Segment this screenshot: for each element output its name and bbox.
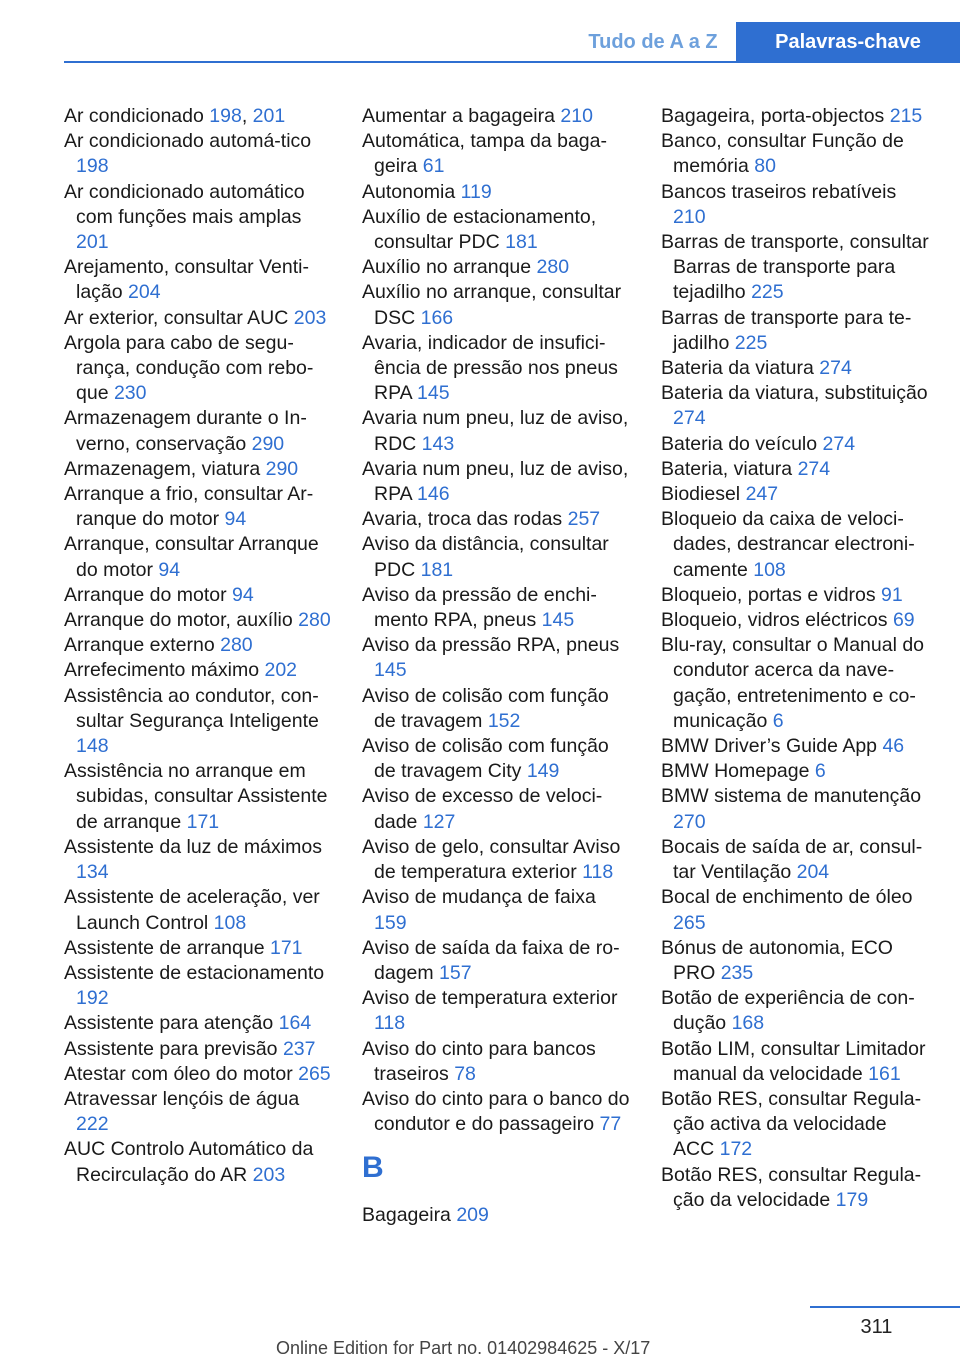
page-link[interactable]: 237 bbox=[282, 1037, 316, 1060]
page-link[interactable]: 225 bbox=[751, 281, 784, 304]
index-entry bbox=[64, 1137, 334, 1187]
page-link[interactable]: 171 bbox=[269, 936, 303, 959]
index-term: Aviso de gelo, consultar Aviso de temperatura exterior bbox=[362, 835, 621, 884]
index-entry bbox=[64, 1087, 334, 1137]
index-column-3 bbox=[661, 104, 931, 1213]
page-link[interactable]: 171 bbox=[186, 810, 220, 833]
index-entry bbox=[64, 331, 334, 407]
index-term: Barras de transporte para tejadilho bbox=[661, 306, 912, 354]
index-term: Assistência ao condutor, consultar Segurança Inteligente bbox=[64, 684, 319, 732]
index-term: Automática, tampa da bagageira bbox=[362, 130, 607, 178]
index-term: Avaria num pneu, luz de aviso, RDC bbox=[362, 407, 629, 455]
page-link[interactable]: 61 bbox=[422, 155, 445, 178]
edition-footer: Online Edition for Part no. 01402984625 - X/17 bbox=[276, 1338, 651, 1358]
index-entry bbox=[362, 936, 632, 986]
index-term: Bagageira, porta-objectos bbox=[661, 105, 890, 127]
index-entry bbox=[661, 230, 931, 306]
index-entry bbox=[362, 129, 632, 179]
index-entry bbox=[362, 180, 632, 205]
page-link[interactable]: 148 bbox=[76, 735, 109, 758]
index-term: Bateria, viatura bbox=[661, 457, 798, 480]
page-link[interactable]: 91 bbox=[881, 583, 903, 606]
page-link[interactable]: 265 bbox=[298, 1062, 331, 1085]
index-term: Aviso da distância, consultar PDC bbox=[362, 533, 609, 581]
page-header bbox=[0, 0, 960, 64]
index-entry bbox=[362, 684, 632, 734]
index-term: Ar exterior, consultar AUC bbox=[64, 306, 294, 329]
page-link[interactable]: 149 bbox=[526, 760, 560, 783]
index-term: Ar condicionado automá-tico bbox=[64, 130, 312, 153]
index-term: Atestar com óleo do motor bbox=[64, 1062, 299, 1085]
index-term: Aviso de saída da faixa de rodagem bbox=[362, 936, 620, 984]
index-term: Autonomia bbox=[362, 180, 461, 203]
page-link[interactable]: 172 bbox=[719, 1138, 753, 1161]
page-link[interactable]: 168 bbox=[731, 1012, 765, 1035]
index-entry bbox=[64, 835, 334, 885]
page-link[interactable]: 143 bbox=[421, 432, 455, 455]
page-link[interactable]: 290 bbox=[265, 457, 299, 480]
index-term: Arranque do motor, auxílio bbox=[64, 609, 299, 632]
index-term: Avaria, troca das rodas bbox=[362, 508, 568, 531]
index-entry bbox=[64, 406, 334, 456]
index-entry bbox=[64, 1062, 334, 1087]
index-entry bbox=[362, 885, 632, 935]
page-link[interactable]: 274 bbox=[673, 407, 706, 430]
index-entry bbox=[661, 608, 931, 633]
index-term: Bateria da viatura bbox=[661, 357, 820, 380]
index-entry bbox=[362, 1037, 632, 1087]
index-term: Assistente de arranque bbox=[64, 936, 270, 959]
index-term: Atravessar lençóis de água bbox=[64, 1087, 300, 1110]
index-term: Aviso da pressão RPA, pneus bbox=[362, 634, 620, 657]
index-entry bbox=[362, 1087, 632, 1137]
index-term: Arejamento, consultar Ventilação bbox=[64, 256, 309, 304]
index-entry bbox=[362, 255, 632, 280]
index-entry bbox=[661, 482, 931, 507]
page-link[interactable]: 157 bbox=[439, 961, 472, 984]
index-term: BMW Homepage bbox=[661, 760, 815, 783]
index-term: Avaria, indicador de insuficiência de pressão nos pneus RPA bbox=[362, 331, 618, 405]
index-entry bbox=[64, 885, 334, 935]
index-term: Auxílio de estacionamento, consultar PDC bbox=[362, 205, 597, 254]
page-link[interactable]: 201 bbox=[76, 231, 109, 254]
index-entry bbox=[661, 759, 931, 784]
index-entry bbox=[661, 583, 931, 608]
index-entry bbox=[64, 1037, 334, 1062]
page-link[interactable]: 181 bbox=[420, 558, 454, 581]
index-term: Aviso de excesso de velocidade bbox=[362, 785, 603, 833]
index-term: Ar condicionado automático com funções mais amplas bbox=[64, 180, 305, 228]
index-entry bbox=[64, 633, 334, 658]
separator: , bbox=[241, 105, 253, 127]
page-link[interactable]: 94 bbox=[224, 508, 247, 531]
index-entry bbox=[661, 633, 931, 734]
page-link[interactable]: 6 bbox=[772, 709, 784, 732]
index-entry bbox=[661, 734, 931, 759]
index-entry bbox=[661, 835, 931, 885]
index-term: Arranque do motor bbox=[64, 583, 233, 606]
index-term: Arrefecimento máximo bbox=[64, 659, 265, 682]
page-link[interactable]: 280 bbox=[220, 634, 253, 657]
index-term: Bocais de saída de ar, consultar Ventilação bbox=[661, 835, 923, 884]
index-entry bbox=[661, 457, 931, 482]
page-link[interactable]: 145 bbox=[541, 609, 575, 632]
index-term: Aviso da pressão de enchimento RPA, pneus bbox=[362, 583, 597, 632]
page-link[interactable]: 247 bbox=[745, 483, 779, 506]
index-term: Aviso de colisão com função de travagem City bbox=[362, 735, 609, 783]
page-link[interactable]: 6 bbox=[814, 760, 826, 783]
index-term: Auxílio no arranque bbox=[362, 256, 537, 279]
index-entry bbox=[661, 180, 931, 230]
index-entry bbox=[64, 255, 334, 305]
index-entry bbox=[362, 507, 632, 532]
index-term: Bancos traseiros rebatíveis bbox=[661, 180, 897, 203]
index-term: Biodiesel bbox=[661, 483, 746, 506]
index-entry bbox=[64, 759, 334, 835]
page-link[interactable]: 274 bbox=[822, 432, 856, 455]
section-letter: B bbox=[362, 1151, 384, 1185]
index-entry bbox=[362, 986, 632, 1036]
index-entry bbox=[64, 104, 334, 129]
index-entry bbox=[64, 961, 334, 1011]
page-link[interactable]: 152 bbox=[487, 709, 521, 732]
index-term: BMW sistema de manutenção bbox=[661, 785, 922, 808]
page-link[interactable]: 69 bbox=[892, 609, 915, 632]
page-link[interactable]: 134 bbox=[76, 861, 109, 884]
index-entry bbox=[362, 532, 632, 582]
page-link[interactable]: 230 bbox=[113, 382, 147, 405]
page-link[interactable]: 274 bbox=[797, 457, 831, 480]
page-link[interactable]: 108 bbox=[213, 911, 247, 934]
page-link[interactable]: 235 bbox=[720, 961, 754, 984]
index-entry bbox=[64, 658, 334, 683]
index-term: AUC Controlo Automático da Recirculação do AR bbox=[64, 1138, 314, 1186]
index-term: Bloqueio da caixa de velocidades, destrancar electronicamente bbox=[661, 508, 915, 581]
page-link[interactable]: 78 bbox=[454, 1062, 476, 1085]
index-entry bbox=[661, 129, 931, 179]
index-entry bbox=[661, 381, 931, 431]
index-term: Armazenagem, viatura bbox=[64, 457, 266, 480]
index-entry bbox=[362, 633, 632, 683]
page-link[interactable]: 166 bbox=[420, 306, 454, 329]
index-term: Arranque, consultar Arranque do motor bbox=[64, 533, 319, 581]
index-entry bbox=[661, 986, 931, 1036]
index-term: Assistente de aceleração, ver Launch Control bbox=[64, 886, 320, 934]
index-term: Argola para cabo de segurança, condução com reboque bbox=[64, 331, 314, 405]
page-link[interactable]: 198 bbox=[209, 105, 242, 127]
index-entry bbox=[64, 180, 334, 256]
index-entry bbox=[661, 306, 931, 356]
index-term: BMW Driver’s Guide App bbox=[661, 735, 883, 758]
index-entry bbox=[661, 885, 931, 935]
index-entry bbox=[661, 1037, 931, 1087]
page-number: 311 bbox=[860, 1316, 893, 1338]
index-term: Assistência no arranque em subidas, consultar Assistente de arranque bbox=[64, 760, 328, 833]
index-entry bbox=[64, 306, 334, 331]
index-entry bbox=[362, 205, 632, 255]
page-link[interactable]: 265 bbox=[673, 911, 706, 934]
page-link[interactable]: 225 bbox=[734, 331, 768, 354]
page-link[interactable]: 280 bbox=[298, 609, 331, 632]
page-link[interactable]: 210 bbox=[673, 205, 706, 228]
page-link[interactable]: 94 bbox=[232, 583, 254, 606]
index-term: Bateria da viatura, substituição bbox=[661, 382, 928, 405]
index-entry bbox=[661, 507, 931, 583]
page-link[interactable]: 108 bbox=[753, 558, 786, 581]
index-entry bbox=[362, 1203, 632, 1228]
index-term: Blu-ray, consultar o Manual do condutor acerca da navegação, entretenimento e comunicação bbox=[661, 634, 925, 732]
page-link[interactable]: 161 bbox=[868, 1062, 901, 1085]
index-entry bbox=[661, 936, 931, 986]
page-link[interactable]: 164 bbox=[278, 1012, 312, 1035]
index-term: Aviso de colisão com função de travagem bbox=[362, 684, 609, 732]
index-entry bbox=[661, 1163, 931, 1213]
index-term: Bloqueio, portas e vidros bbox=[661, 583, 882, 606]
index-entry bbox=[661, 432, 931, 457]
page-link[interactable]: 204 bbox=[796, 861, 830, 884]
page-link[interactable]: 209 bbox=[456, 1204, 489, 1227]
page-link[interactable]: 119 bbox=[460, 180, 492, 203]
footer-divider bbox=[810, 1306, 960, 1308]
page-link[interactable]: 280 bbox=[536, 256, 570, 279]
index-term: Botão RES, consultar Regulação activa da velocidade ACC bbox=[661, 1087, 922, 1161]
index-term: Avaria num pneu, luz de aviso, RPA bbox=[362, 457, 629, 506]
index-entry bbox=[64, 532, 334, 582]
page-link[interactable]: 201 bbox=[252, 105, 286, 127]
index-entry bbox=[362, 734, 632, 784]
page-link[interactable]: 80 bbox=[754, 155, 776, 178]
index-term: Bónus de autonomia, ECO PRO bbox=[661, 936, 893, 984]
tab-section-a-z[interactable]: Tudo de A a Z bbox=[588, 31, 718, 53]
page-link[interactable]: 204 bbox=[128, 281, 161, 304]
page-link[interactable]: 203 bbox=[252, 1163, 286, 1186]
page-link[interactable]: 159 bbox=[374, 911, 407, 934]
index-entry bbox=[64, 608, 334, 633]
page-link[interactable]: 210 bbox=[560, 105, 593, 127]
index-column-1 bbox=[64, 104, 334, 1188]
index-term: Bocal de enchimento de óleo bbox=[661, 886, 913, 909]
index-entry bbox=[661, 784, 931, 834]
index-entry bbox=[661, 1087, 931, 1163]
index-entry bbox=[64, 1011, 334, 1036]
index-term: Assistente para previsão bbox=[64, 1037, 283, 1060]
page-link[interactable]: 202 bbox=[264, 659, 298, 682]
page-link[interactable]: 203 bbox=[293, 306, 327, 329]
page-link[interactable]: 215 bbox=[889, 105, 923, 127]
index-term: Assistente de estacionamento bbox=[64, 961, 325, 984]
tab-keywords[interactable]: Palavras-chave bbox=[736, 22, 960, 62]
index-entry bbox=[362, 784, 632, 834]
index-entry bbox=[64, 482, 334, 532]
index-entry bbox=[362, 583, 632, 633]
page-link[interactable]: 192 bbox=[76, 987, 109, 1010]
index-entry bbox=[661, 356, 931, 381]
page-link[interactable]: 222 bbox=[76, 1113, 109, 1136]
index-term: Arranque externo bbox=[64, 634, 221, 657]
page-link[interactable]: 274 bbox=[819, 357, 852, 380]
page-link[interactable]: 181 bbox=[505, 231, 538, 254]
index-term: Auxílio no arranque, consultar DSC bbox=[362, 281, 622, 329]
header-divider bbox=[64, 61, 960, 63]
index-entry bbox=[362, 280, 632, 330]
index-entry bbox=[64, 457, 334, 482]
index-term: Bagageira bbox=[362, 1204, 457, 1227]
page-link[interactable]: 145 bbox=[374, 659, 407, 682]
index-term: Aviso de temperatura exterior bbox=[362, 987, 618, 1010]
index-term: Bateria do veículo bbox=[661, 432, 823, 455]
page-link[interactable]: 146 bbox=[417, 483, 450, 506]
index-term: Botão de experiência de condução bbox=[661, 987, 915, 1035]
index-entry bbox=[661, 104, 931, 129]
page-link[interactable]: 270 bbox=[673, 810, 706, 833]
index-term: Aviso de mudança de faixa bbox=[362, 886, 596, 909]
index-entry bbox=[362, 835, 632, 885]
index-term: Ar condicionado bbox=[64, 105, 210, 127]
index-entry bbox=[64, 936, 334, 961]
index-term: Barras de transporte, consultar Barras de transporte para tejadilho bbox=[661, 231, 929, 304]
page-link[interactable]: 145 bbox=[417, 382, 450, 405]
page-link[interactable]: 46 bbox=[882, 735, 905, 758]
page-link[interactable]: 127 bbox=[422, 810, 456, 833]
index-entry bbox=[362, 331, 632, 407]
index-column-2 bbox=[362, 104, 632, 1229]
page-link[interactable]: 290 bbox=[251, 432, 285, 455]
index-entry bbox=[64, 129, 334, 179]
page-link[interactable]: 198 bbox=[76, 155, 109, 178]
index-term: Arranque a frio, consultar Arranque do motor bbox=[64, 483, 314, 531]
index-term: Bloqueio, vidros eléctricos bbox=[661, 609, 893, 632]
index-term: Assistente da luz de máximos bbox=[64, 835, 322, 858]
index-term: Botão LIM, consultar Limitador manual da velocidade bbox=[661, 1037, 926, 1085]
index-term: Armazenagem durante o Inverno, conservação bbox=[64, 407, 307, 455]
page-link[interactable]: 118 bbox=[582, 861, 614, 884]
page-link[interactable]: 77 bbox=[599, 1113, 622, 1136]
page-link[interactable]: 179 bbox=[835, 1188, 869, 1211]
index-term: Aviso do cinto para o banco do condutor e do passageiro bbox=[362, 1087, 630, 1136]
page-link[interactable]: 94 bbox=[158, 558, 181, 581]
index-term: Aumentar a bagageira bbox=[362, 105, 561, 127]
index-term: Banco, consultar Função de memória bbox=[661, 130, 904, 178]
index-entry bbox=[64, 684, 334, 760]
page-link[interactable]: 257 bbox=[567, 508, 601, 531]
index-term: Aviso do cinto para bancos traseiros bbox=[362, 1037, 596, 1085]
index-entry bbox=[362, 406, 632, 456]
index-term: Assistente para atenção bbox=[64, 1012, 279, 1035]
index-entry bbox=[362, 104, 632, 129]
page-link[interactable]: 118 bbox=[374, 1012, 406, 1035]
index-entry bbox=[64, 583, 334, 608]
index-entry bbox=[362, 457, 632, 507]
index-term: Botão RES, consultar Regulação da velocidade bbox=[661, 1163, 922, 1211]
